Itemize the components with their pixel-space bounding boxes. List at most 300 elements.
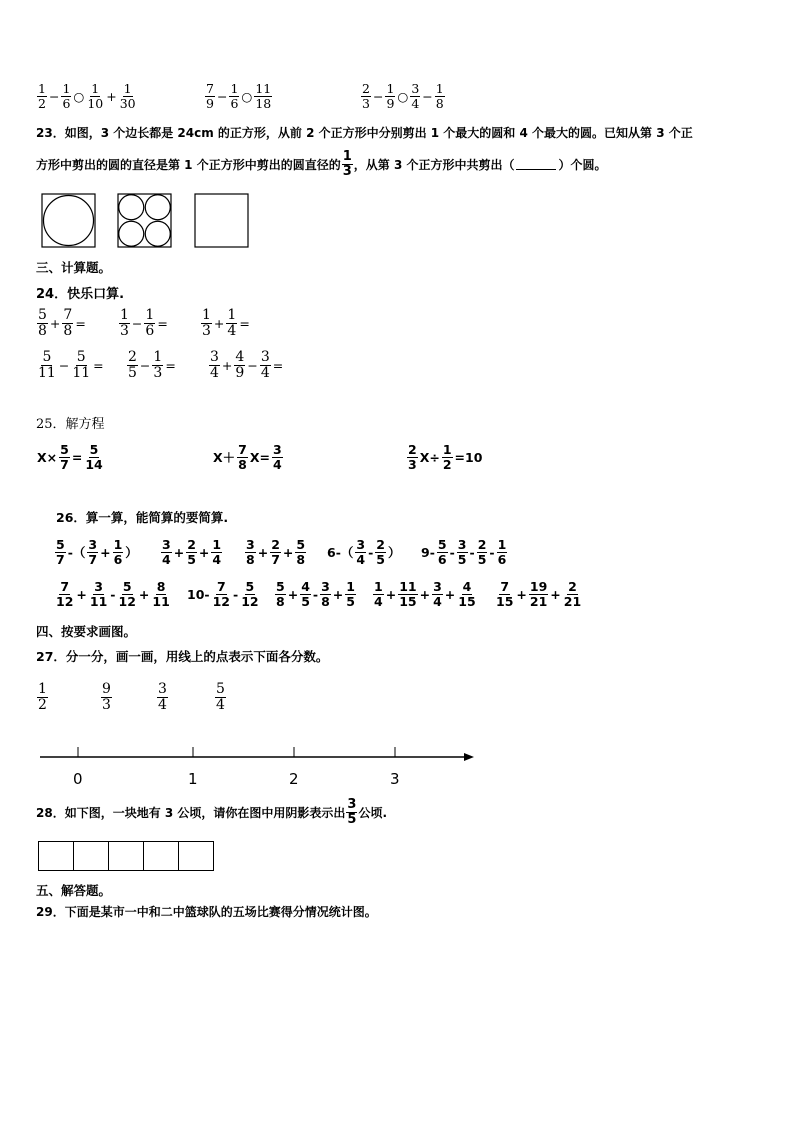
fraction-denominator: 6 — [62, 95, 71, 111]
fraction-numerator: 5 — [60, 442, 69, 457]
operator: + — [49, 316, 61, 332]
fraction — [563, 580, 582, 609]
operator: + — [221, 358, 233, 374]
fraction — [205, 82, 215, 111]
q26-expr-8 — [274, 580, 357, 609]
fraction-numerator: 5 — [89, 442, 99, 457]
fraction-denominator: 12 — [212, 593, 230, 609]
fraction — [229, 82, 239, 111]
fraction-denominator: 8 — [435, 95, 444, 111]
fraction — [442, 443, 453, 472]
fraction — [71, 350, 91, 382]
fraction-numerator: 5 — [76, 349, 86, 365]
operator: + — [385, 586, 397, 602]
operator: X÷ — [419, 449, 440, 465]
fraction-denominator: 4 — [212, 551, 222, 567]
fraction — [254, 82, 272, 111]
operator: = — [93, 358, 104, 374]
fraction-numerator: 5 — [122, 579, 132, 594]
fraction-numerator: 5 — [56, 537, 65, 552]
operator: X= — [249, 449, 270, 465]
section-4-heading: 四、按要求画图。 — [36, 624, 137, 639]
fraction-denominator: 3 — [153, 365, 163, 382]
fraction — [437, 538, 448, 567]
q25-title: 25．解方程 — [36, 417, 105, 432]
fraction — [84, 443, 103, 472]
q23-frac-num: 1 — [342, 149, 352, 164]
fraction-numerator: 2 — [128, 349, 137, 365]
q23-line2 — [36, 150, 607, 180]
fraction-denominator: 4 — [162, 551, 171, 567]
fraction-denominator: 21 — [563, 593, 582, 609]
q27-fraction-1 — [37, 682, 48, 714]
fraction — [435, 82, 445, 111]
fraction-denominator: 4 — [374, 593, 383, 609]
fraction-numerator: 2 — [187, 537, 196, 552]
fraction-numerator: 1 — [123, 81, 132, 96]
q25-equation-1 — [36, 443, 105, 472]
operator: + — [550, 586, 561, 602]
square-2-circle-2 — [145, 195, 170, 220]
fraction-numerator: 5 — [296, 537, 306, 552]
fraction — [186, 538, 197, 567]
operator: − — [58, 358, 70, 374]
fraction — [245, 538, 256, 567]
q26-expr-7 — [186, 580, 261, 609]
fraction — [260, 350, 271, 382]
q24-expr-4 — [36, 350, 105, 382]
fraction — [144, 308, 155, 340]
number-line-arrow — [464, 753, 474, 761]
square-3 — [195, 194, 248, 247]
section-3-heading: 三、计算题。 — [36, 260, 112, 275]
q28-land-grid — [38, 841, 214, 871]
fraction — [119, 82, 137, 111]
fraction-denominator: 11 — [89, 593, 108, 609]
q28-frac-den: 5 — [347, 812, 357, 828]
operator: ） — [125, 545, 138, 561]
land-cell-1[interactable] — [38, 841, 74, 871]
fraction-numerator: 3 — [210, 349, 219, 365]
q27-f1-den: 2 — [38, 697, 47, 714]
fraction-denominator: 7 — [271, 551, 280, 567]
fraction-denominator: 3 — [362, 95, 370, 111]
q26-expr-2 — [160, 538, 223, 567]
fraction-denominator: 11 — [152, 593, 170, 609]
fraction — [495, 580, 514, 609]
fraction-denominator: 5 — [376, 551, 385, 567]
fraction — [300, 580, 311, 609]
fraction-denominator: 5 — [301, 593, 310, 609]
fraction-numerator: 8 — [156, 579, 166, 594]
fraction-denominator: 6 — [437, 551, 447, 567]
operator: − — [422, 88, 433, 104]
q27-number-line[interactable] — [38, 742, 478, 766]
fraction-denominator: 15 — [399, 593, 417, 609]
fraction-denominator: 11 — [38, 365, 56, 382]
top-expr-2 — [204, 82, 273, 111]
fraction — [477, 538, 488, 567]
operator: + — [287, 586, 299, 602]
fraction-denominator: 12 — [118, 593, 136, 609]
fraction-denominator: 7 — [56, 551, 65, 567]
q24-expr-3 — [200, 308, 251, 340]
fraction-numerator: 3 — [94, 579, 103, 594]
q23-line2-text-a: 方形中剪出的圆的直径是第 1 个正方形中剪出的圆直径的 — [36, 158, 341, 173]
fraction-numerator: 1 — [212, 537, 222, 552]
operator: − — [48, 88, 60, 104]
fraction-denominator: 5 — [457, 551, 467, 567]
fraction — [212, 580, 231, 609]
q26-expr-3 — [244, 538, 307, 567]
fraction — [61, 82, 71, 111]
axis-label-0: 0 — [73, 770, 83, 788]
fraction-denominator: 4 — [260, 365, 270, 382]
fraction — [209, 350, 220, 382]
fraction-numerator: 2 — [408, 442, 417, 457]
fraction-denominator: 11 — [72, 365, 91, 382]
q26-expr-4 — [326, 538, 402, 567]
fraction-denominator: 15 — [496, 593, 514, 609]
square-1-circle — [44, 196, 94, 246]
q29-text: 29．下面是某市一中和二中篮球队的五场比赛得分情况统计图。 — [36, 905, 377, 919]
fraction-numerator: 5 — [245, 579, 255, 594]
q25-equation-3 — [406, 443, 483, 472]
fraction — [295, 538, 306, 567]
fraction — [270, 538, 281, 567]
fraction-numerator: 1 — [435, 81, 444, 96]
fraction-numerator: 1 — [62, 81, 71, 96]
operator: - — [312, 586, 319, 602]
operator: - — [233, 586, 239, 602]
operator: ○ — [397, 88, 409, 104]
fraction-numerator: 3 — [321, 579, 330, 594]
operator: + — [198, 544, 210, 560]
q27-f4-num: 5 — [216, 681, 225, 697]
fraction-numerator: 19 — [529, 579, 548, 594]
fraction-denominator: 9 — [386, 95, 395, 111]
fraction — [272, 443, 283, 472]
operator: = — [272, 358, 284, 374]
q27-f3-num: 3 — [158, 681, 167, 697]
operator: - — [489, 544, 495, 560]
fraction — [375, 538, 386, 567]
fraction-denominator: 4 — [356, 551, 366, 567]
fraction-denominator: 2 — [38, 95, 46, 111]
q27-fraction-list — [36, 682, 256, 722]
fraction-numerator: 1 — [120, 307, 129, 323]
fraction — [385, 82, 395, 111]
q23-line2-text-c: ）个圆。 — [558, 158, 607, 173]
operator: + — [419, 586, 431, 602]
fraction-numerator: 3 — [457, 537, 467, 552]
fraction-numerator: 1 — [153, 349, 163, 365]
q27-f4-den: 4 — [216, 697, 225, 714]
fraction-denominator: 5 — [187, 551, 196, 567]
operator: + — [76, 586, 87, 602]
q23-squares-figure — [40, 192, 252, 250]
fraction — [240, 580, 259, 609]
fraction-denominator: 8 — [63, 323, 73, 340]
operator: + — [100, 544, 111, 560]
fraction-numerator: 3 — [246, 537, 255, 552]
operator: + — [444, 586, 456, 602]
operator: = — [165, 358, 176, 374]
fraction — [37, 308, 48, 340]
q27-title: 27．分一分，画一画，用线上的点表示下面各分数。 — [36, 649, 329, 664]
land-cell-2[interactable] — [73, 841, 109, 871]
fraction-numerator: 3 — [433, 579, 442, 594]
q24-expr-1 — [36, 308, 87, 340]
fraction-denominator: 6 — [113, 551, 123, 567]
operator: + — [213, 316, 225, 332]
fraction-denominator: 5 — [346, 593, 355, 609]
fraction — [87, 538, 98, 567]
fraction-numerator: 7 — [206, 81, 214, 96]
fraction-numerator: 1 — [145, 307, 155, 323]
q26-expr-5 — [420, 538, 508, 567]
fraction-denominator: 6 — [497, 551, 507, 567]
fraction-numerator: 2 — [477, 537, 487, 552]
fraction-denominator: 4 — [433, 593, 442, 609]
fraction-denominator: 8 — [321, 593, 330, 609]
fraction — [275, 580, 286, 609]
q23-fraction — [342, 150, 353, 180]
fraction-numerator: 7 — [216, 579, 226, 594]
q26-expr-10 — [494, 580, 583, 609]
fraction-numerator: 4 — [301, 579, 310, 594]
fraction-numerator: 3 — [272, 442, 282, 457]
fraction-numerator: 11 — [399, 579, 417, 594]
fraction-numerator: 2 — [568, 579, 577, 594]
fraction-numerator: 7 — [500, 579, 510, 594]
fraction-numerator: 11 — [255, 81, 272, 96]
fraction-numerator: 1 — [442, 442, 452, 457]
operator: + — [516, 586, 527, 602]
q23-line1: 23．如图，3 个边长都是 24cm 的正方形，从前 2 个正方形中分别剪出 1 个最大的圆和 4 个最大的圆。已知从第 3 个正 — [36, 126, 693, 140]
q27-f2-num: 9 — [102, 681, 111, 697]
fraction — [529, 580, 548, 609]
fraction-denominator: 5 — [477, 551, 487, 567]
fraction — [398, 580, 417, 609]
q23-answer-blank[interactable] — [516, 159, 556, 170]
square-2-circle-4 — [145, 221, 170, 246]
operator: ） — [388, 545, 401, 561]
fraction-denominator: 4 — [272, 456, 282, 472]
operator: ○ — [73, 88, 85, 104]
fraction — [161, 538, 172, 567]
fraction-numerator: 1 — [91, 81, 100, 96]
square-2-circle-1 — [119, 195, 144, 220]
q27-fraction-2 — [101, 682, 112, 714]
fraction — [62, 308, 73, 340]
fraction — [234, 350, 245, 382]
fraction-denominator: 8 — [296, 551, 306, 567]
fraction-numerator: 5 — [42, 349, 52, 365]
fraction-denominator: 8 — [276, 593, 285, 609]
operator: - — [368, 544, 374, 560]
fraction-numerator: 3 — [162, 537, 171, 552]
fraction — [457, 580, 476, 609]
q27-f2-den: 3 — [102, 697, 111, 714]
operator: =10 — [454, 449, 483, 465]
fraction — [361, 82, 371, 111]
fraction-numerator: 4 — [462, 579, 472, 594]
operator: + — [332, 586, 344, 602]
fraction-denominator: 3 — [202, 323, 211, 340]
q27-f3-den: 4 — [158, 697, 167, 714]
fraction-numerator: 1 — [346, 579, 355, 594]
square-1 — [42, 194, 95, 247]
fraction — [432, 580, 443, 609]
fraction-denominator: 4 — [411, 95, 420, 111]
fraction-numerator: 7 — [60, 579, 70, 594]
fraction — [345, 580, 356, 609]
operator: − — [131, 316, 143, 332]
operator: X＋ — [213, 450, 236, 466]
operator: + — [106, 88, 117, 104]
top-expr-1 — [36, 82, 138, 111]
fraction-denominator: 9 — [206, 95, 214, 111]
q28-text-a: 28．如下图，一块地有 3 公顷，请你在图中用阴影表示出 — [36, 806, 346, 821]
fraction — [373, 580, 384, 609]
operator: -（ — [67, 545, 86, 561]
land-cell-3[interactable] — [108, 841, 144, 871]
operator: 9- — [421, 544, 435, 560]
fraction — [211, 538, 222, 567]
fraction-denominator: 5 — [128, 365, 137, 382]
land-cell-4[interactable] — [143, 841, 179, 871]
q27-fraction-3 — [157, 682, 168, 714]
fraction — [457, 538, 468, 567]
fraction — [37, 82, 47, 111]
fraction — [119, 308, 130, 340]
fraction-numerator: 3 — [411, 81, 420, 96]
fraction-numerator: 2 — [362, 81, 370, 96]
fraction-denominator: 4 — [227, 323, 237, 340]
fraction-numerator: 5 — [276, 579, 285, 594]
fraction-denominator: 3 — [408, 456, 417, 472]
fraction-denominator: 2 — [442, 456, 452, 472]
fraction-numerator: 3 — [260, 349, 270, 365]
operator: - — [110, 586, 116, 602]
operator: = — [71, 449, 83, 465]
operator: − — [372, 88, 384, 104]
q24-expr-2 — [118, 308, 169, 340]
square-2-circle-3 — [119, 221, 144, 246]
q24-expr-5 — [126, 350, 177, 382]
operator: = — [75, 316, 86, 332]
operator: + — [257, 544, 269, 560]
fraction-numerator: 1 — [386, 81, 395, 96]
fraction-denominator: 21 — [529, 593, 548, 609]
q24-title: 24．快乐口算. — [36, 287, 125, 302]
land-cell-5[interactable] — [178, 841, 214, 871]
fraction-numerator: 7 — [63, 307, 73, 323]
fraction — [152, 350, 163, 382]
fraction — [237, 443, 248, 472]
operator: X× — [37, 449, 58, 465]
fraction — [201, 308, 212, 340]
fraction-numerator: 3 — [356, 537, 366, 552]
section-5-heading: 五、解答题。 — [36, 883, 112, 898]
q27-f1-num: 1 — [38, 681, 47, 697]
q28-text — [36, 798, 387, 828]
fraction — [59, 443, 70, 472]
operator: 6-（ — [327, 545, 354, 561]
fraction-numerator: 2 — [271, 537, 280, 552]
q27-fraction-4 — [215, 682, 226, 714]
q24-expr-6 — [208, 350, 284, 382]
fraction — [89, 580, 108, 609]
operator: + — [282, 544, 294, 560]
fraction-numerator: 4 — [235, 349, 245, 365]
fraction-numerator: 5 — [38, 307, 47, 323]
fraction — [355, 538, 366, 567]
operator: - — [469, 544, 475, 560]
fraction — [410, 82, 420, 111]
fraction-denominator: 18 — [255, 95, 272, 111]
fraction-numerator: 3 — [88, 537, 98, 552]
fraction-numerator: 1 — [38, 81, 46, 96]
operator: + — [173, 544, 185, 560]
fraction-denominator: 7 — [88, 551, 98, 567]
square-2 — [118, 194, 171, 247]
q26-expr-1 — [54, 538, 139, 567]
fraction — [407, 443, 418, 472]
fraction — [86, 82, 104, 111]
fraction-numerator: 1 — [227, 307, 237, 323]
fraction-numerator: 7 — [238, 442, 247, 457]
fraction-denominator: 8 — [246, 551, 255, 567]
axis-label-1: 1 — [188, 770, 198, 788]
q23-frac-den: 3 — [342, 164, 352, 180]
fraction-denominator: 9 — [235, 365, 245, 382]
fraction — [55, 538, 66, 567]
operator: = — [157, 316, 168, 332]
fraction-numerator: 1 — [230, 81, 239, 96]
operator: ○ — [241, 88, 253, 104]
operator: + — [138, 586, 150, 602]
fraction-denominator: 7 — [60, 456, 69, 472]
fraction — [127, 350, 138, 382]
q25-equation-2 — [212, 443, 284, 472]
fraction-numerator: 1 — [374, 579, 383, 594]
fraction — [151, 580, 170, 609]
q26-expr-9 — [372, 580, 478, 609]
fraction-denominator: 30 — [119, 95, 136, 111]
fraction-numerator: 5 — [437, 537, 447, 552]
fraction — [320, 580, 331, 609]
fraction-numerator: 1 — [113, 537, 123, 552]
fraction-denominator: 12 — [241, 593, 259, 609]
q26-expr-6 — [54, 580, 172, 609]
fraction-denominator: 14 — [85, 456, 103, 472]
operator: − — [247, 358, 258, 374]
operator: − — [139, 358, 151, 374]
q26-title: 26．算一算，能简算的要简算. — [56, 510, 229, 525]
fraction — [113, 538, 124, 567]
q28-fraction — [346, 798, 357, 828]
q23-line2-text-b: ，从第 3 个正方形中共剪出（ — [353, 158, 515, 173]
axis-label-3: 3 — [390, 770, 400, 788]
fraction — [37, 350, 57, 382]
q28-frac-num: 3 — [347, 797, 357, 812]
fraction-numerator: 2 — [376, 537, 385, 552]
q28-text-b: 公顷. — [358, 806, 388, 821]
fraction-denominator: 4 — [210, 365, 219, 382]
fraction-numerator: 1 — [497, 537, 507, 552]
